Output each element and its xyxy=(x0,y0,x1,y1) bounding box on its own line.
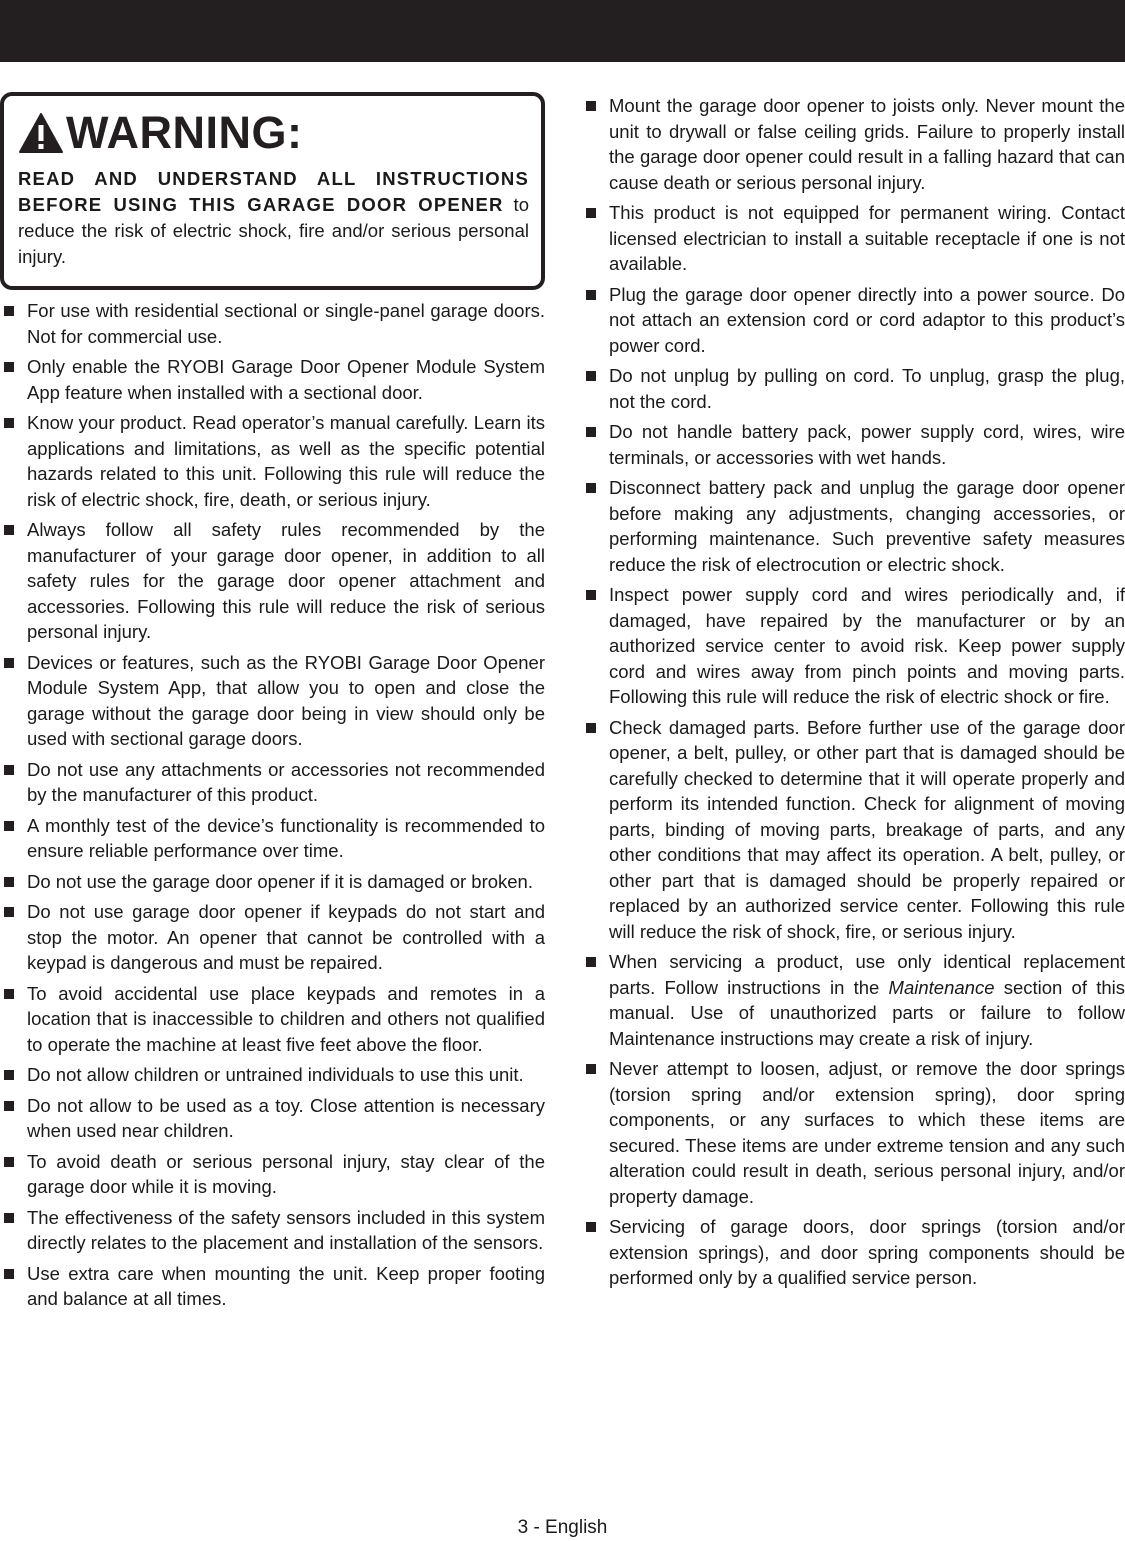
list-item-text: A monthly test of the device’s functionality is recommended to ensure reliable performance over time. xyxy=(27,814,545,861)
bullet-square-icon xyxy=(4,418,14,428)
list-item xyxy=(0,1093,545,1144)
list-item xyxy=(0,1149,545,1200)
list-item-text: This product is not equipped for permanent wiring. Contact licensed electrician to install a suitable receptacle if one is not available. xyxy=(609,202,1125,274)
bullet-square-icon xyxy=(4,1269,14,1279)
list-item xyxy=(582,475,1125,577)
list-item xyxy=(0,650,545,752)
list-item-text: Do not handle battery pack, power supply cord, wires, wire terminals, or accessories with wet hands. xyxy=(609,421,1125,468)
list-item-text: Inspect power supply cord and wires periodically and, if damaged, have repaired by the manufacturer or by an authorized service center to avoid risk. Keep power supply cord and wires away from pinch points and moving parts. Following this rule will reduce the risk of electric shock or fire. xyxy=(609,584,1125,707)
bullet-square-icon xyxy=(586,208,596,218)
bullet-square-icon xyxy=(4,1070,14,1080)
list-item-text: Do not use the garage door opener if it is damaged or broken. xyxy=(27,870,533,892)
bullet-square-icon xyxy=(586,1064,596,1074)
warning-box xyxy=(0,92,545,290)
bullet-square-icon xyxy=(4,525,14,535)
list-item-text: Always follow all safety rules recommended by the manufacturer of your garage door opener, in addition to all safety rules for the garage door opener attachment and accessories. Following this rule will reduce the risk of serious personal injury. xyxy=(27,519,545,642)
bullet-square-icon xyxy=(586,723,596,733)
list-item xyxy=(0,410,545,512)
list-item xyxy=(582,200,1125,277)
bullet-square-icon xyxy=(586,101,596,111)
list-item xyxy=(582,363,1125,414)
list-item xyxy=(582,282,1125,359)
list-item-text: Do not use any attachments or accessories not recommended by the manufacturer of this product. xyxy=(27,758,545,805)
left-safety-list xyxy=(0,298,545,1312)
list-item-text: Devices or features, such as the RYOBI Garage Door Opener Module System App, that allow you to open and close the garage without the garage door being in view should only be used with sectional garage doors. xyxy=(27,651,545,749)
warning-text xyxy=(18,166,529,270)
right-safety-list xyxy=(582,93,1125,944)
bullet-square-icon xyxy=(586,290,596,300)
warning-triangle-icon xyxy=(18,112,64,154)
servicing-list xyxy=(582,949,1125,1051)
list-item xyxy=(0,354,545,405)
warning-heading xyxy=(18,108,529,158)
bullet-square-icon xyxy=(4,907,14,917)
list-item xyxy=(582,715,1125,945)
maintenance-reference: Maintenance xyxy=(888,976,995,998)
list-item xyxy=(0,981,545,1058)
bullet-square-icon xyxy=(586,957,596,967)
list-item-text: Never attempt to loosen, adjust, or remove the door springs (torsion spring and/or extension spring), door spring components, or any surfaces to which these items are secured. These items are under extreme tension and any such alteration could result in death, serious personal injury, and/or property damage. xyxy=(609,1058,1125,1207)
list-item-text: Do not use garage door opener if keypads do not start and stop the motor. An opener that cannot be controlled with a keypad is dangerous and must be repaired. xyxy=(27,901,545,973)
list-item xyxy=(582,419,1125,470)
header-bar xyxy=(0,0,1125,62)
list-item xyxy=(582,1214,1125,1291)
warning-bold-text: READ AND UNDERSTAND ALL INSTRUCTIONS BEFORE USING THIS GARAGE DOOR OPENER xyxy=(18,168,529,215)
list-item xyxy=(0,298,545,349)
list-item xyxy=(0,899,545,976)
bullet-square-icon xyxy=(4,1213,14,1223)
list-item-text: To avoid accidental use place keypads and remotes in a location that is inaccessible to children and others not qualified to operate the machine at least five feet above the floor. xyxy=(27,982,545,1055)
list-item-text: Only enable the RYOBI Garage Door Opener Module System App feature when installed with a sectional door. xyxy=(27,356,545,403)
list-item xyxy=(0,517,545,645)
list-item xyxy=(582,93,1125,195)
left-column xyxy=(0,92,545,1317)
bullet-square-icon xyxy=(4,1101,14,1111)
list-item-text: Disconnect battery pack and unplug the garage door opener before making any adjustments, changing accessories, or performing maintenance. Such preventive safety measures reduce the risk of electrocution or electric shock. xyxy=(609,477,1125,575)
list-item-text: Check damaged parts. Before further use of the garage door opener, a belt, pulley, or other part that is damaged should be carefully checked to determine that it will operate properly and perform its intended function. Check for alignment of moving parts, binding of moving parts, breakage of parts, and any other conditions that may affect its operation. A belt, pulley, or other part that is damaged should be properly repaired or replaced by an authorized service center. Following this rule will reduce the risk of shock, fire, or serious injury. xyxy=(609,716,1125,942)
right-safety-list-tail xyxy=(582,1056,1125,1291)
list-item-text: Do not allow to be used as a toy. Close attention is necessary when used near children. xyxy=(27,1094,545,1141)
list-item-text: Know your product. Read operator’s manual carefully. Learn its applications and limitations, as well as the specific potential hazards related to this unit. Following this rule will reduce the risk of electric shock, fire, death, or serious injury. xyxy=(27,412,545,510)
list-item-text: For use with residential sectional or single-panel garage doors. Not for commercial use. xyxy=(27,300,545,347)
list-item xyxy=(0,757,545,808)
list-item-text: Use extra care when mounting the unit. Keep proper footing and balance at all times. xyxy=(27,1262,545,1309)
list-item-text: To avoid death or serious personal injury, stay clear of the garage door while it is moving. xyxy=(27,1150,545,1197)
bullet-square-icon xyxy=(586,590,596,600)
list-item xyxy=(0,1205,545,1256)
bullet-square-icon xyxy=(586,483,596,493)
bullet-square-icon xyxy=(4,765,14,775)
list-item-text: Mount the garage door opener to joists only. Never mount the unit to drywall or false ceiling grids. Failure to properly install the garage door opener could result in a falling hazard that can cause death or serious personal injury. xyxy=(609,95,1125,193)
list-item-text: Do not allow children or untrained individuals to use this unit. xyxy=(27,1064,524,1085)
list-item xyxy=(0,813,545,864)
right-column xyxy=(582,93,1125,1296)
list-item-text: Servicing of garage doors, door springs (torsion and/or extension springs), and door spring components should be performed only by a qualified service person. xyxy=(609,1216,1125,1288)
list-item xyxy=(582,582,1125,710)
list-item xyxy=(0,1261,545,1312)
bullet-square-icon xyxy=(4,1157,14,1167)
bullet-square-icon xyxy=(4,877,14,887)
bullet-square-icon xyxy=(586,1222,596,1232)
list-item-text: The effectiveness of the safety sensors included in this system directly relates to the placement and installation of the sensors. xyxy=(27,1206,545,1253)
list-item-text: Plug the garage door opener directly into a power source. Do not attach an extension cord or cord adaptor to this product’s power cord. xyxy=(609,283,1125,356)
bullet-square-icon xyxy=(4,362,14,372)
bullet-square-icon xyxy=(586,371,596,381)
bullet-square-icon xyxy=(4,658,14,668)
list-item-text: Do not unplug by pulling on cord. To unplug, grasp the plug, not the cord. xyxy=(609,365,1125,412)
warning-title: WARNING: xyxy=(66,107,303,158)
bullet-square-icon xyxy=(4,306,14,316)
page-number: 3 - English xyxy=(517,1517,608,1538)
list-item: When servicing a product, use only identical replacement parts. Follow instructions in the Maintenance section of this manual. Use of unauthorized parts or failure to follow Maintenance instructions may create a risk of injury. xyxy=(582,949,1125,1051)
list-item xyxy=(0,869,545,895)
warning-body-text: to reduce the risk of electric shock, fire and/or serious personal injury. xyxy=(18,194,529,267)
list-item xyxy=(582,1056,1125,1209)
bullet-square-icon xyxy=(586,427,596,437)
bullet-square-icon xyxy=(4,821,14,831)
list-item xyxy=(0,1062,545,1088)
bullet-square-icon xyxy=(4,989,14,999)
